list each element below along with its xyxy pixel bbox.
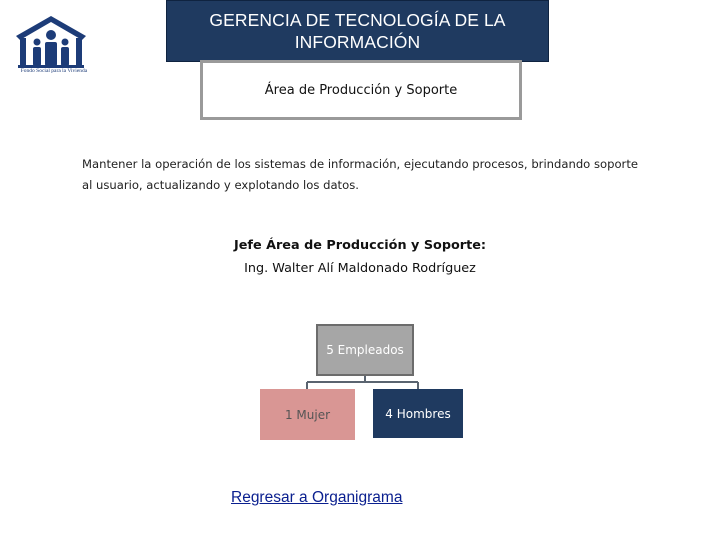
logo-caption: Fondo Social para la Vivienda (20, 68, 88, 74)
area-description: Mantener la operación de los sistemas de información, ejecutando procesos, brindando soporte al usuario, actualizando y explotando los datos. (82, 157, 638, 192)
head-title-label: Jefe Área de Producción y Soporte: (233, 238, 487, 253)
org-node-women (260, 389, 355, 440)
org-node-total-label: 5 Empleados (326, 343, 404, 357)
head-name: Ing. Walter Alí Maldonado Rodríguez (244, 261, 476, 276)
org-node-men-label: 4 Hombres (385, 406, 451, 421)
org-node-women-label: 1 Mujer (284, 407, 331, 422)
org-node-total-employees (316, 324, 414, 376)
back-to-org-chart-link[interactable]: Regresar a Organigrama (231, 489, 403, 506)
org-node-men (373, 389, 463, 438)
area-subtitle-label: Área de Producción y Soporte (264, 82, 458, 98)
page-title: GERENCIA DE TECNOLOGÍA DE LA INFORMACIÓN (166, 0, 549, 62)
